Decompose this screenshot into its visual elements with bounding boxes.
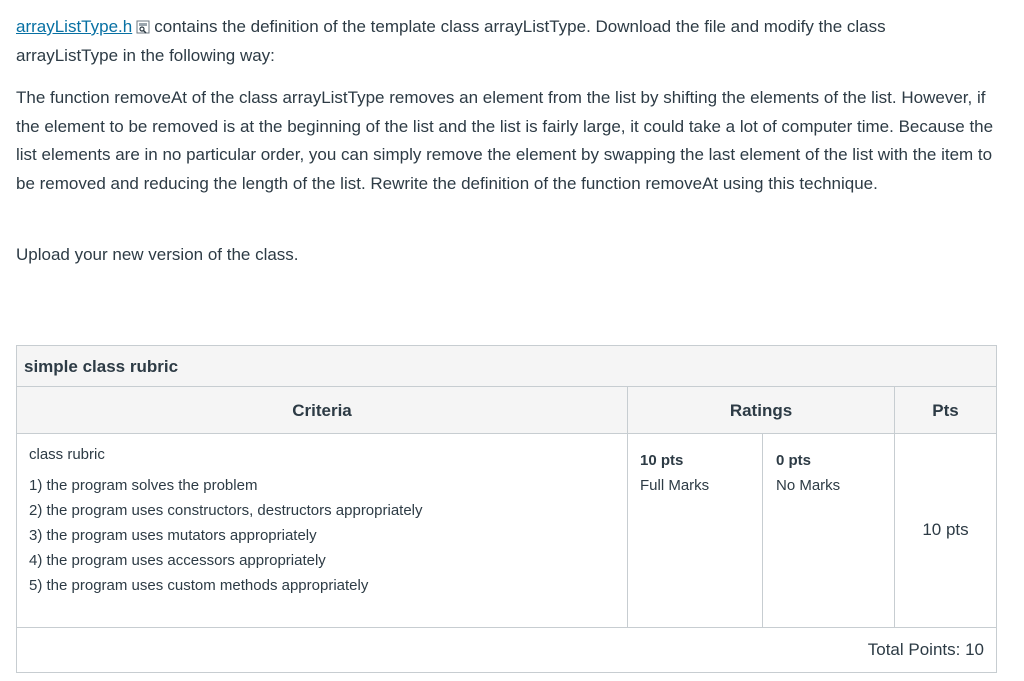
file-preview-icon[interactable] [136,15,150,29]
rubric-title: simple class rubric [17,346,996,387]
intro-text-line1: contains the definition of the template class arrayListType. Download the file and modify the class [154,17,886,36]
criterion-line: 3) the program uses mutators appropriately [29,527,317,544]
criterion-cell [17,434,628,628]
total-points: Total Points: 10 [867,640,984,659]
intro-paragraph [16,13,996,70]
rating-full-marks [628,434,763,628]
pts-header: Pts [895,387,996,434]
rating-points: 10 pts [640,452,684,469]
criterion-long-description [29,473,627,598]
upload-instruction: Upload your new version of the class. [16,245,299,264]
criterion-line: 5) the program uses custom methods appropriately [29,577,369,594]
intro-text-line2: arrayListType in the following way: [16,45,275,65]
rating-label: Full Marks [640,477,710,494]
criterion-line: 1) the program solves the problem [29,477,258,494]
rubric-table [16,345,997,673]
criterion-description: class rubric [29,446,105,463]
rating-points: 0 pts [776,452,812,469]
ratings-header: Ratings [628,387,895,434]
criterion-points: 10 pts [895,434,996,628]
criterion-line: 2) the program uses constructors, destructors appropriately [29,502,423,519]
criterion-line: 4) the program uses accessors appropriately [29,552,326,569]
file-link[interactable]: arrayListType.h [16,17,133,36]
instructions-paragraph: The function removeAt of the class arrayListType removes an element from the list by shifting the elements of the list. However, if the element to be removed is at the beginning of the list and the list is fairly large, it could take a lot of computer time. Because the list elements are in no particular order, you can simply remove the element by swapping the last element of the list with the item to be removed and reducing the length of the list. Rewrite the definition of the function removeAt using this technique. [16,88,994,193]
criteria-header: Criteria [17,387,628,434]
rating-label: No Marks [776,477,841,494]
rating-no-marks [763,434,895,628]
